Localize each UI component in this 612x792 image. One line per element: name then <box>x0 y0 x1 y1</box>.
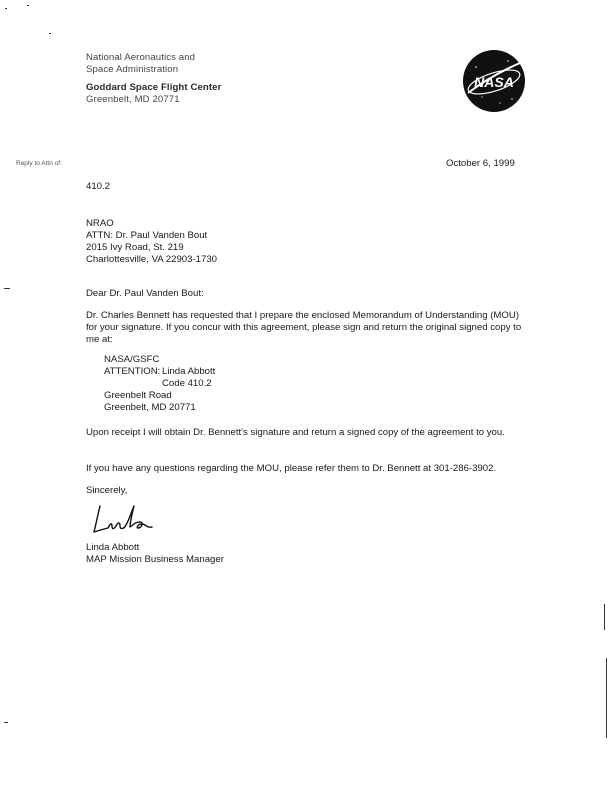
recipient-line: Charlottesville, VA 22903-1730 <box>86 254 218 265</box>
scan-mark <box>606 658 607 738</box>
attention-name: Linda Abbott <box>162 366 216 377</box>
scan-mark <box>27 5 29 6</box>
recipient-line: 2015 Ivy Road, St. 219 <box>86 242 184 253</box>
letter-date: October 6, 1999 <box>446 158 515 169</box>
return-address-line: NASA/GSFC <box>104 354 160 365</box>
center-name: Goddard Space Flight Center <box>86 82 222 93</box>
body-paragraph: If you have any questions regarding the MOU, please refer them to Dr. Bennett at 301-286-3902. <box>86 463 497 474</box>
recipient-line: ATTN: Dr. Paul Vanden Bout <box>86 230 208 241</box>
attention-code: Code 410.2 <box>162 378 212 389</box>
attention-label: ATTENTION: <box>104 366 161 377</box>
return-address <box>104 354 215 414</box>
signer-block <box>86 542 224 566</box>
scan-mark <box>4 288 10 289</box>
nasa-logo <box>462 49 526 113</box>
org-name-line2: Space Administration <box>86 64 179 75</box>
return-address-line: Greenbelt Road <box>104 390 172 401</box>
recipient-address <box>86 218 217 266</box>
logo-text: NASA <box>474 74 514 90</box>
handwritten-signature <box>90 500 162 536</box>
signer-title: MAP Mission Business Manager <box>86 554 224 565</box>
salutation: Dear Dr. Paul Vanden Bout: <box>86 288 204 299</box>
body-paragraph: Dr. Charles Bennett has requested that I prepare the enclosed Memorandum of Understanding (MOU) for your signature. If you concur with this agreement, please sign and return the original signed copy to me at: <box>86 310 522 345</box>
recipient-line: NRAO <box>86 218 114 229</box>
signer-name: Linda Abbott <box>86 542 140 553</box>
center-city: Greenbelt, MD 20771 <box>86 94 180 105</box>
reference-code: 410.2 <box>86 181 111 192</box>
body-paragraph: Upon receipt I will obtain Dr. Bennett's signature and return a signed copy of the agreement to you. <box>86 427 505 438</box>
reply-stamp: Reply to Attn of: <box>16 160 62 167</box>
letterhead <box>86 52 221 106</box>
scan-mark <box>604 604 605 630</box>
spacer <box>104 378 162 390</box>
closing: Sincerely, <box>86 485 128 496</box>
org-name-line1: National Aeronautics and <box>86 52 196 63</box>
return-address-line: Greenbelt, MD 20771 <box>104 402 196 413</box>
scan-mark <box>5 8 7 9</box>
scan-mark <box>4 722 8 723</box>
scan-mark <box>49 33 51 34</box>
